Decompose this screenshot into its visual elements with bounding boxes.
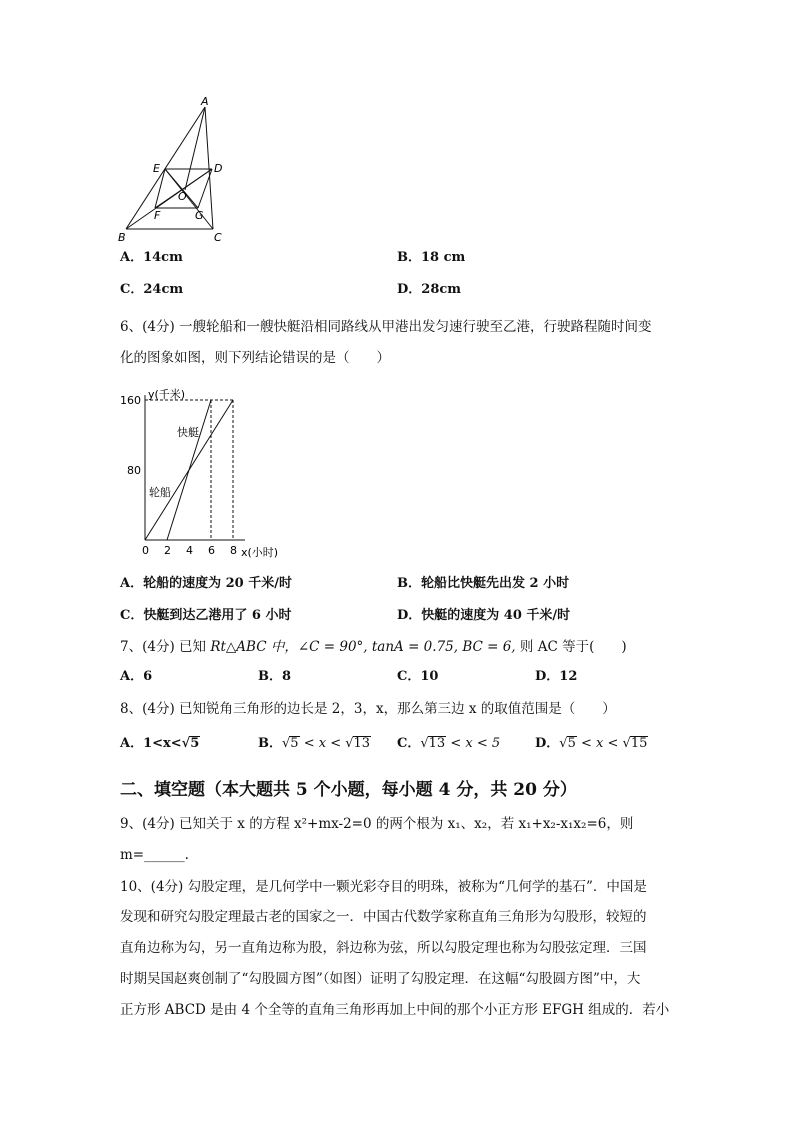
q8-stem: 8、(4分) 已知锐角三角形的边长是 2，3，x，那么第三边 x 的取值范围是（ ） <box>120 701 616 717</box>
x-tick-2: 2 <box>164 544 171 557</box>
side-ab <box>126 107 205 229</box>
q7-option-c[interactable]: C．10 <box>397 669 439 684</box>
q8-b-radicand2: 13 <box>353 736 371 751</box>
q8-d-radicand2: 15 <box>630 736 648 751</box>
q6-stem-line1: 6、(4分) 一艘轮船和一艘快艇沿相同路线从甲港出发匀速行驶至乙港，行驶路程随时间变 <box>120 319 652 335</box>
q5-option-c[interactable]: C．24cm <box>120 282 184 297</box>
x-tick-0: 0 <box>142 544 149 557</box>
q7-prefix: 7、(4分) 已知 <box>120 639 207 655</box>
q9-stem-line2: m=______. <box>120 847 189 863</box>
q8-a-radicand: 5 <box>190 736 200 751</box>
q8-c-radicand: 13 <box>428 736 446 751</box>
side-ac <box>205 107 213 229</box>
label-o: O <box>178 190 187 203</box>
series-label-kuaiting: 快艇 <box>177 426 199 439</box>
q6-chart <box>110 385 310 563</box>
q5-option-b[interactable]: B．18 cm <box>397 250 466 265</box>
q10-line-2: 发现和研究勾股定理最古老的国家之一．中国古代数学家称直角三角形为勾股形，较短的 <box>120 909 647 925</box>
sqrt-sign: √ <box>345 736 354 751</box>
q10-line-5: 正方形 ABCD 是由 4 个全等的直角三角形再加上中间的那个小正方形 EFGH 组成的．若小 <box>120 1002 670 1018</box>
q6-stem-line2: 化的图象如图，则下列结论错误的是（ ） <box>120 350 390 366</box>
q8-b-label: B． <box>258 736 282 751</box>
sqrt-sign: √ <box>181 736 191 751</box>
q8-d-label: D． <box>535 736 560 751</box>
x-tick-8: 8 <box>230 544 237 557</box>
label-a: A <box>201 95 209 108</box>
q7-option-b[interactable]: B．8 <box>258 669 292 684</box>
q5-option-a[interactable]: A．14cm <box>120 250 183 265</box>
series-label-lunchuan: 轮船 <box>149 486 171 499</box>
q6-option-a[interactable]: A．轮船的速度为 20 千米/时 <box>120 576 292 591</box>
q8-option-a[interactable] <box>120 735 200 753</box>
q9-stem-line1: 9、(4分) 已知关于 x 的方程 x²+mx-2=0 的两个根为 x₁、x₂，若 x₁+x₂-x₁x₂=6，则 <box>120 816 634 832</box>
q8-b-radicand1: 5 <box>290 736 299 751</box>
q7-expression: Rt△ABC 中，∠C = 90°, tanA = 0.75, BC = 6, <box>210 639 516 655</box>
q10-line-1: 10、(4分) 勾股定理，是几何学中一颗光彩夺目的明珠，被称为“几何学的基石”．中国是 <box>120 879 647 895</box>
q8-b-middle: < x < <box>299 736 346 751</box>
q8-a-prefix: A．1<x< <box>120 736 182 751</box>
label-d: D <box>214 162 223 175</box>
sqrt-sign: √ <box>420 736 429 751</box>
q8-option-d[interactable] <box>535 735 648 753</box>
segment-ao <box>185 107 205 190</box>
q6-option-d[interactable]: D．快艇的速度为 40 千米/时 <box>397 608 571 623</box>
q6-option-b[interactable]: B．轮船比快艇先出发 2 小时 <box>397 576 570 591</box>
q8-option-b[interactable] <box>258 735 371 753</box>
q7-stem <box>120 637 627 657</box>
label-b: B <box>118 231 126 244</box>
q7-option-d[interactable]: D．12 <box>535 669 578 684</box>
y-tick-80: 80 <box>127 464 141 477</box>
q10-line-3: 直角边称为勾，另一直角边称为股，斜边称为弦，所以勾股定理也称为勾股弦定理．三国 <box>120 940 647 956</box>
label-c: C <box>214 231 222 244</box>
q7-suffix: 则 AC 等于( ) <box>519 639 627 655</box>
sqrt-sign: √ <box>282 736 291 751</box>
q8-c-label: C． <box>397 736 421 751</box>
sqrt-sign: √ <box>622 736 631 751</box>
y-axis-label: y(千米) <box>148 388 186 401</box>
sqrt-sign: √ <box>559 736 568 751</box>
section-title: 二、填空题（本大题共 5 个小题，每小题 4 分，共 20 分） <box>120 780 577 800</box>
q10-line-4: 时期吴国赵爽创制了“勾股圆方图”（如图）证明了勾股定理．在这幅“勾股圆方图”中，大 <box>120 971 641 987</box>
q7-option-a[interactable]: A．6 <box>120 669 153 684</box>
q8-c-tail: < x < 5 <box>446 736 501 751</box>
label-g: G <box>195 209 204 222</box>
q5-option-d[interactable]: D．28cm <box>397 282 462 297</box>
q6-option-c[interactable]: C．快艇到达乙港用了 6 小时 <box>120 608 292 623</box>
x-tick-6: 6 <box>208 544 215 557</box>
series-line-kuaiting <box>167 400 211 540</box>
x-tick-4: 4 <box>186 544 193 557</box>
q8-option-c[interactable] <box>397 735 500 753</box>
q8-d-radicand1: 5 <box>567 736 576 751</box>
x-axis-label: x(小时) <box>241 546 279 559</box>
label-e: E <box>153 162 160 175</box>
triangle-figure <box>110 95 240 245</box>
y-tick-160: 160 <box>120 394 141 407</box>
q8-d-middle: < x < <box>576 736 623 751</box>
label-f: F <box>154 209 161 222</box>
